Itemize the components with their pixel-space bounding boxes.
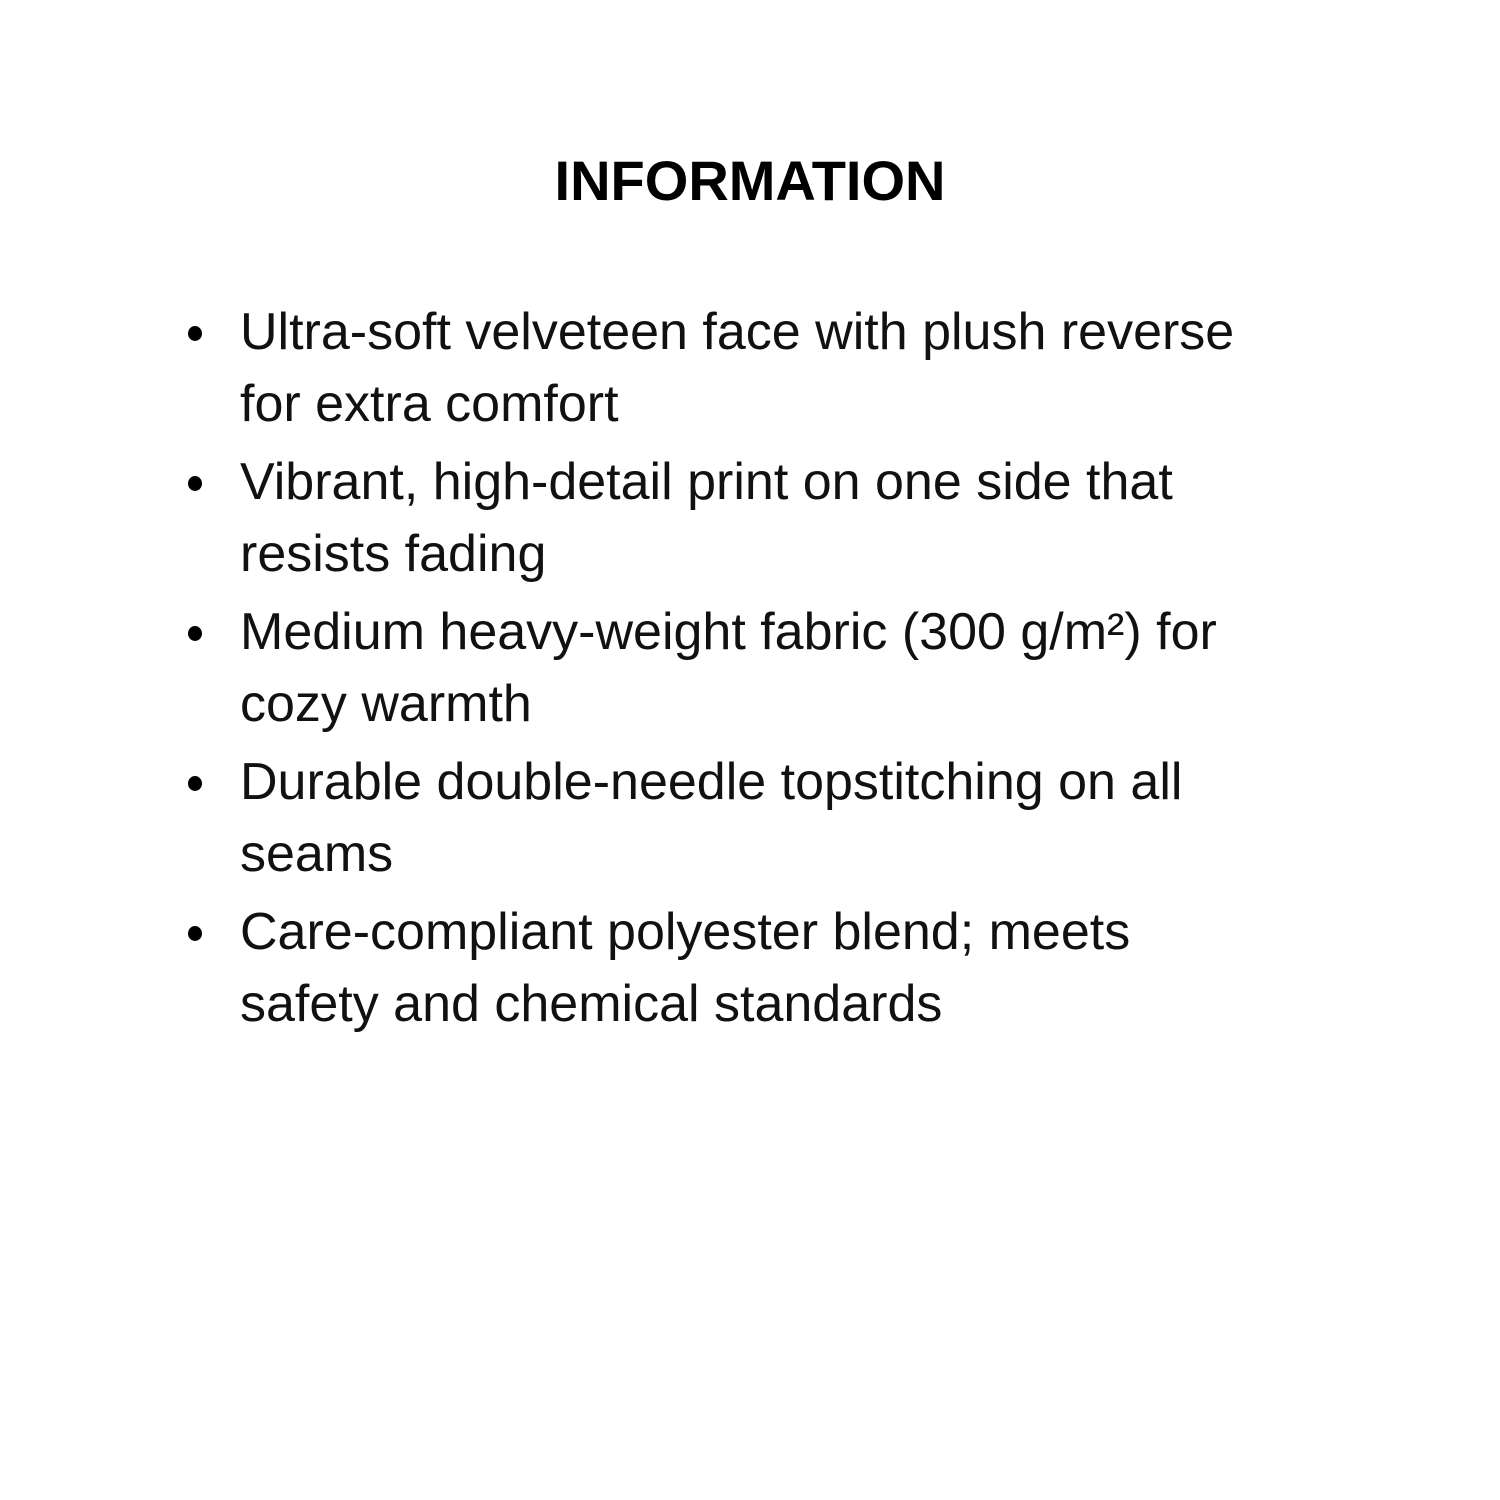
list-item-text: Medium heavy-weight fabric (300 g/m²) for cozy warmth <box>240 603 1217 734</box>
bullet-icon <box>188 776 202 791</box>
page-title: INFORMATION <box>554 149 946 212</box>
list-item-text: Durable double-needle topstitching on all seams <box>240 753 1183 884</box>
list-item-text: Care-compliant polyester blend; meets safety and chemical standards <box>240 903 1131 1034</box>
list-item <box>240 296 1260 440</box>
list-item <box>240 746 1260 890</box>
bullet-icon <box>188 476 202 491</box>
list-item-text: Ultra-soft velveteen face with plush reverse for extra comfort <box>240 303 1235 434</box>
bullet-icon <box>188 326 202 341</box>
list-item <box>240 596 1260 740</box>
bullet-icon <box>188 626 202 641</box>
list-item <box>240 446 1260 590</box>
bullet-icon <box>188 926 202 941</box>
list-item <box>240 896 1260 1040</box>
info-list <box>240 296 1260 1040</box>
list-item-text: Vibrant, high-detail print on one side that resists fading <box>240 453 1173 584</box>
